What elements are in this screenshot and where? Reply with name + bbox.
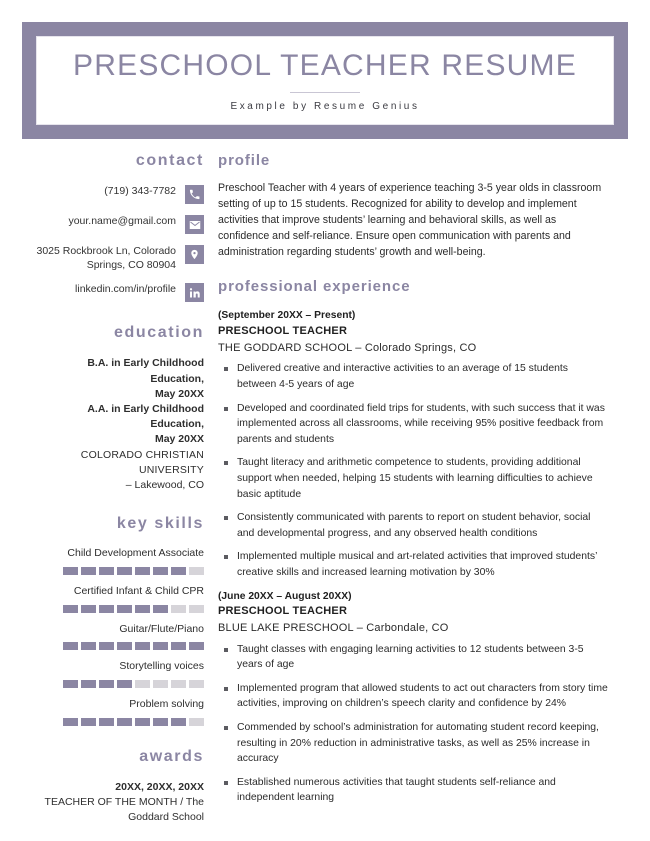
- job-bullet: [218, 720, 608, 767]
- main-column: [218, 152, 650, 825]
- skill-label: Child Development Associate: [67, 547, 204, 560]
- contact-email-text: your.name@gmail.com: [68, 215, 176, 227]
- education-line: May 20XX: [154, 387, 204, 400]
- contact-item-linkedin[interactable]: [34, 282, 204, 302]
- skill-label: Problem solving: [129, 697, 204, 710]
- bullet-square-icon: [224, 516, 228, 520]
- skill-segment: [189, 718, 204, 726]
- section-heading-awards: awards: [139, 747, 204, 765]
- job-bullet-list: [218, 361, 608, 580]
- contact-phone-text: (719) 343-7782: [104, 185, 176, 197]
- skill-item: [34, 585, 204, 613]
- section-heading-profile: profile: [218, 152, 271, 169]
- skill-segment: [81, 605, 96, 613]
- skill-segment: [189, 642, 204, 650]
- job-title: PRESCHOOL TEACHER: [218, 324, 348, 337]
- bullet-square-icon: [224, 781, 228, 785]
- skill-segment: [99, 680, 114, 688]
- experience-entry: [218, 308, 608, 580]
- resume-body: [0, 152, 650, 825]
- envelope-icon: [185, 215, 204, 234]
- skill-label: Certified Infant & Child CPR: [73, 584, 204, 597]
- award-line: Goddard School: [128, 810, 204, 823]
- profile-summary-text: Preschool Teacher with 4 years of experience teaching 3-5 year olds in classroom setting of up to 15 students. Recognized for ability to develop and implement activities that improve students’ learning and behavioral skills, as well as confidence and self-reliance. Ensure open communication with parents and administration regarding students’ growth and well-being.: [218, 182, 602, 259]
- skill-segment: [63, 680, 78, 688]
- award-line: 20XX, 20XX, 20XX: [115, 780, 204, 793]
- skill-rating-bar: [34, 642, 204, 650]
- skill-label: Storytelling voices: [119, 660, 204, 673]
- skill-item: [34, 660, 204, 688]
- resume-header-inner: [36, 36, 614, 125]
- skill-segment: [81, 680, 96, 688]
- skill-segment: [99, 605, 114, 613]
- skill-segment: [171, 718, 186, 726]
- skill-segment: [135, 680, 150, 688]
- section-heading-professional-experience: professional experience: [218, 278, 411, 296]
- job-bullet-text: Consistently communicated with parents to report on student behavior, social and developmental progress, and any observed health conditions: [237, 512, 591, 539]
- skill-segment: [81, 718, 96, 726]
- skill-rating-bar: [34, 718, 204, 726]
- section-heading-contact: contact: [135, 152, 204, 169]
- phone-icon: [185, 185, 204, 204]
- education-line: UNIVERSITY: [138, 463, 204, 476]
- job-title: PRESCHOOL TEACHER: [218, 605, 348, 618]
- skill-segment: [153, 680, 168, 688]
- bullet-square-icon: [224, 555, 228, 559]
- bullet-square-icon: [224, 687, 228, 691]
- skill-segment: [63, 642, 78, 650]
- section-heading-education: education: [114, 324, 204, 342]
- contact-address-text: 3025 Rockbrook Ln, Colorado Springs, CO 80904: [36, 245, 176, 272]
- bullet-square-icon: [224, 726, 228, 730]
- skill-segment: [135, 642, 150, 650]
- experience-entry: [218, 589, 608, 806]
- job-bullet: [218, 642, 608, 673]
- skill-segment: [135, 567, 150, 575]
- job-bullet-text: Taught classes with engaging learning activities to 12 students between 3-5 years of age: [237, 643, 584, 671]
- skill-segment: [153, 567, 168, 575]
- title-divider: [290, 92, 360, 93]
- bullet-square-icon: [224, 648, 228, 652]
- skill-segment: [153, 642, 168, 650]
- award-line: TEACHER OF THE MONTH / The: [44, 795, 204, 808]
- skill-item: [34, 623, 204, 651]
- job-bullet: [218, 510, 608, 541]
- job-bullet-text: Delivered creative and interactive activities to an average of 15 students between 4-5 years of age: [237, 363, 568, 390]
- skill-segment: [171, 642, 186, 650]
- skill-segment: [117, 718, 132, 726]
- skill-segment: [63, 567, 78, 575]
- job-bullet-text: Implemented multiple musical and art-related activities that improved students’ creative skills and increased learning motivation by 30%: [237, 551, 597, 579]
- education-line: B.A. in Early Childhood Education,: [87, 357, 204, 385]
- awards-list: [34, 780, 204, 826]
- job-bullet-text: Developed and coordinated field trips for students, with such success that it was implemented across all classrooms, while receiving 95% positive feedback from parents and students: [237, 402, 605, 445]
- page-title: PRESCHOOL TEACHER RESUME: [73, 49, 577, 82]
- skill-segment: [117, 605, 132, 613]
- education-line: COLORADO CHRISTIAN: [80, 448, 204, 461]
- job-dates: (September 20XX – Present): [218, 310, 356, 322]
- skill-segment: [189, 567, 204, 575]
- sidebar: [0, 152, 218, 825]
- job-bullet-text: Taught literacy and arithmetic competence to students, providing additional support when needed, helping 15 students with learning difficulties to achieve basic aptitude: [237, 457, 593, 500]
- education-line: – Lakewood, CO: [125, 479, 204, 492]
- job-bullet-list: [218, 642, 608, 806]
- section-heading-key-skills: key skills: [116, 515, 204, 533]
- education-list: [34, 356, 204, 493]
- contact-list: [34, 184, 204, 302]
- job-bullet: [218, 681, 608, 712]
- job-bullet-text: Established numerous activities that taught students self-reliance and independent learning: [237, 776, 556, 804]
- job-bullet: [218, 401, 608, 448]
- skill-segment: [153, 605, 168, 613]
- job-bullet: [218, 549, 608, 580]
- skill-item: [34, 698, 204, 726]
- key-skills-list: [34, 547, 204, 725]
- education-line: A.A. in Early Childhood Education,: [87, 403, 204, 431]
- linkedin-icon: [185, 283, 204, 302]
- job-bullet-text: Commended by school’s administration for automating student record keeping, resulting in 20% reduction in administrative tasks, as well as 25% increase in accuracy: [237, 721, 599, 765]
- skill-rating-bar: [34, 567, 204, 575]
- skill-rating-bar: [34, 605, 204, 613]
- job-bullet: [218, 775, 608, 806]
- skill-segment: [189, 605, 204, 613]
- contact-item-phone[interactable]: [34, 184, 204, 204]
- job-bullet-text: Implemented program that allowed students to act out characters from story time activities, improving on children’s speech clarity and confidence by 24%: [237, 682, 608, 710]
- skill-rating-bar: [34, 680, 204, 688]
- skill-segment: [189, 680, 204, 688]
- contact-item-email[interactable]: [34, 214, 204, 234]
- job-bullet: [218, 455, 608, 502]
- job-company: THE GODDARD SCHOOL – Colorado Springs, CO: [218, 341, 477, 354]
- skill-segment: [135, 718, 150, 726]
- skill-segment: [171, 680, 186, 688]
- skill-segment: [153, 718, 168, 726]
- skill-segment: [171, 605, 186, 613]
- skill-segment: [81, 642, 96, 650]
- education-line: May 20XX: [154, 433, 204, 446]
- contact-linkedin-text: linkedin.com/in/profile: [75, 283, 176, 296]
- contact-item-address[interactable]: [34, 244, 204, 272]
- skill-item: [34, 547, 204, 575]
- skill-segment: [99, 718, 114, 726]
- job-bullet: [218, 361, 608, 392]
- skill-segment: [117, 567, 132, 575]
- skill-segment: [117, 680, 132, 688]
- job-company: BLUE LAKE PRESCHOOL – Carbondale, CO: [218, 622, 449, 635]
- skill-label: Guitar/Flute/Piano: [119, 622, 204, 635]
- job-dates: (June 20XX – August 20XX): [218, 590, 352, 602]
- skill-segment: [63, 718, 78, 726]
- skill-segment: [171, 567, 186, 575]
- page-subtitle: Example by Resume Genius: [230, 101, 420, 112]
- skill-segment: [99, 642, 114, 650]
- bullet-square-icon: [224, 461, 228, 465]
- resume-header-band: [22, 22, 628, 139]
- skill-segment: [81, 567, 96, 575]
- map-pin-icon: [185, 245, 204, 264]
- skill-segment: [117, 642, 132, 650]
- bullet-square-icon: [224, 407, 228, 411]
- skill-segment: [135, 605, 150, 613]
- skill-segment: [63, 605, 78, 613]
- bullet-square-icon: [224, 367, 228, 371]
- skill-segment: [99, 567, 114, 575]
